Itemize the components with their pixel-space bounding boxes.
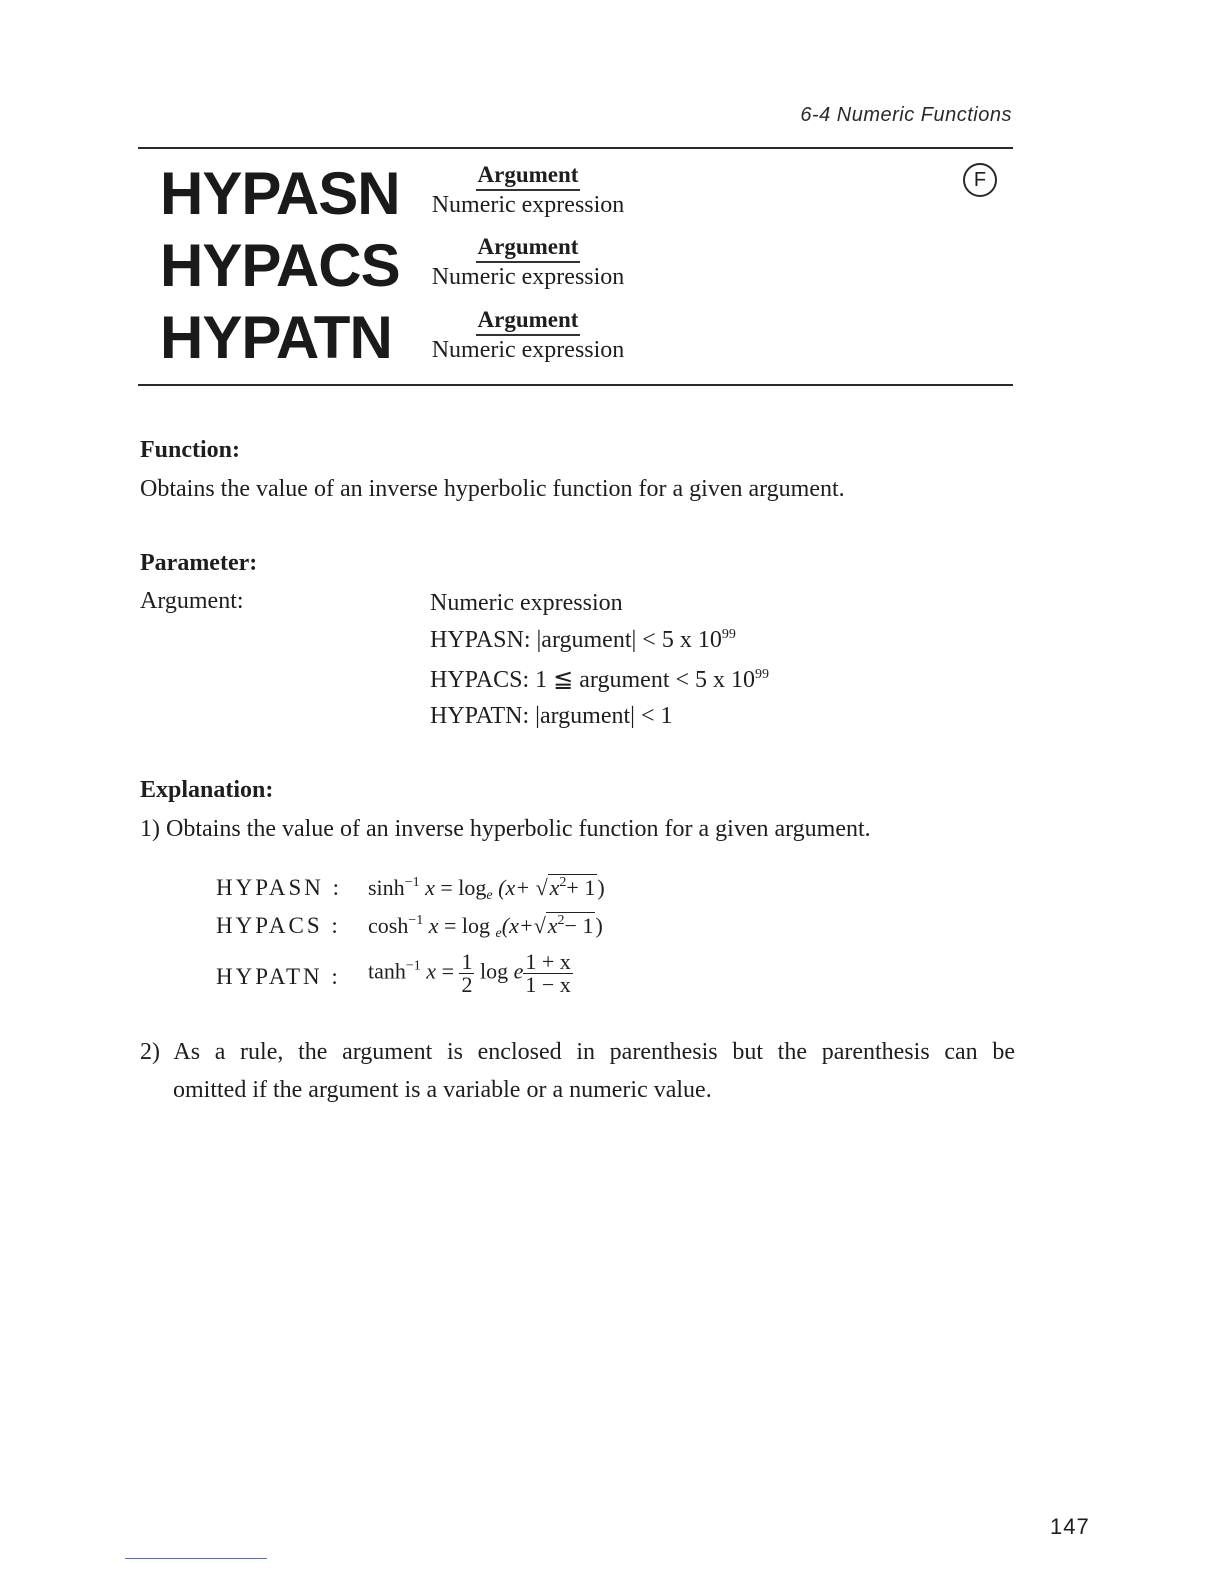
explanation-item-1: 1) Obtains the value of an inverse hyperbolic function for a given argument.: [140, 816, 871, 842]
function-text: Obtains the value of an inverse hyperbolic function for a given argument.: [140, 476, 845, 502]
range-condition: |argument| < 1: [535, 703, 673, 729]
parameter-label: Argument:: [140, 588, 244, 614]
argument-description: Numeric expression: [431, 192, 625, 218]
argument-block-hypatn: [420, 307, 636, 364]
range-command: HYPATN:: [430, 703, 530, 729]
range-condition: |argument| < 5 x 10: [536, 627, 722, 653]
range-hypatn: [430, 703, 672, 730]
page-number: 147: [1050, 1514, 1090, 1539]
fraction-ratio: $\frac{1 + x}{1 - x}$: [525, 949, 571, 997]
range-condition: 1 ≦ argument < 5 x 10: [535, 667, 756, 693]
formula-label-hypacs: HYPACS :: [216, 913, 341, 938]
range-hypasn: [430, 627, 736, 654]
fraction-one-half: $\frac{1}{2}$: [461, 949, 473, 997]
argument-description: Numeric expression: [431, 337, 625, 363]
explanation-item-2-line-1: 2) As a rule, the argument is enclosed in parenthesis but the parenthesis can be: [140, 1039, 1015, 1065]
bottom-rule: [138, 384, 1013, 386]
command-name-hypasn: HYPASN: [160, 160, 400, 227]
command-name-hypacs: HYPACS: [160, 232, 400, 299]
running-head: 6-4 Numeric Functions: [800, 104, 1012, 126]
range-exponent: 99: [755, 667, 770, 682]
function-badge-icon: F: [963, 163, 997, 197]
function-heading: Function:: [140, 437, 241, 463]
range-command: HYPACS:: [430, 667, 530, 693]
formula-label-hypatn: HYPATN :: [216, 964, 341, 989]
formula-hypatn: $\tanh^{-1} x$ = $\frac{1}{2}$ log e $\frac{1 + x}{1 - x}$: [368, 949, 571, 997]
argument-block-hypasn: [420, 162, 636, 219]
argument-label: Argument: [476, 162, 581, 191]
formula-hypasn: $\sinh^{-1} x = \log_e (x+ √x^2+ 1)$: [368, 875, 605, 903]
argument-label: Argument: [476, 234, 581, 263]
argument-label: Argument: [476, 307, 581, 336]
explanation-item-2-line-2: omitted if the argument is a variable or a numeric value.: [173, 1077, 712, 1103]
argument-description: Numeric expression: [431, 264, 625, 290]
command-name-hypatn: HYPATN: [160, 304, 392, 371]
formula-hypacs: $\cosh^{-1} x = \log _e(x+√x^2- 1)$: [368, 913, 603, 941]
parameter-type: Numeric expression: [430, 590, 623, 616]
square-root: $x^2+ 1$: [549, 875, 596, 900]
footer-line: [125, 1558, 267, 1559]
top-rule: [138, 147, 1013, 149]
range-command: HYPASN:: [430, 627, 531, 653]
range-exponent: 99: [721, 627, 736, 642]
square-root: $x^2- 1$: [547, 913, 594, 938]
range-hypacs: [430, 665, 769, 694]
parameter-heading: Parameter:: [140, 550, 258, 576]
formula-label-hypasn: HYPASN :: [216, 875, 343, 900]
argument-block-hypacs: [420, 234, 636, 291]
explanation-heading: Explanation:: [140, 777, 274, 803]
